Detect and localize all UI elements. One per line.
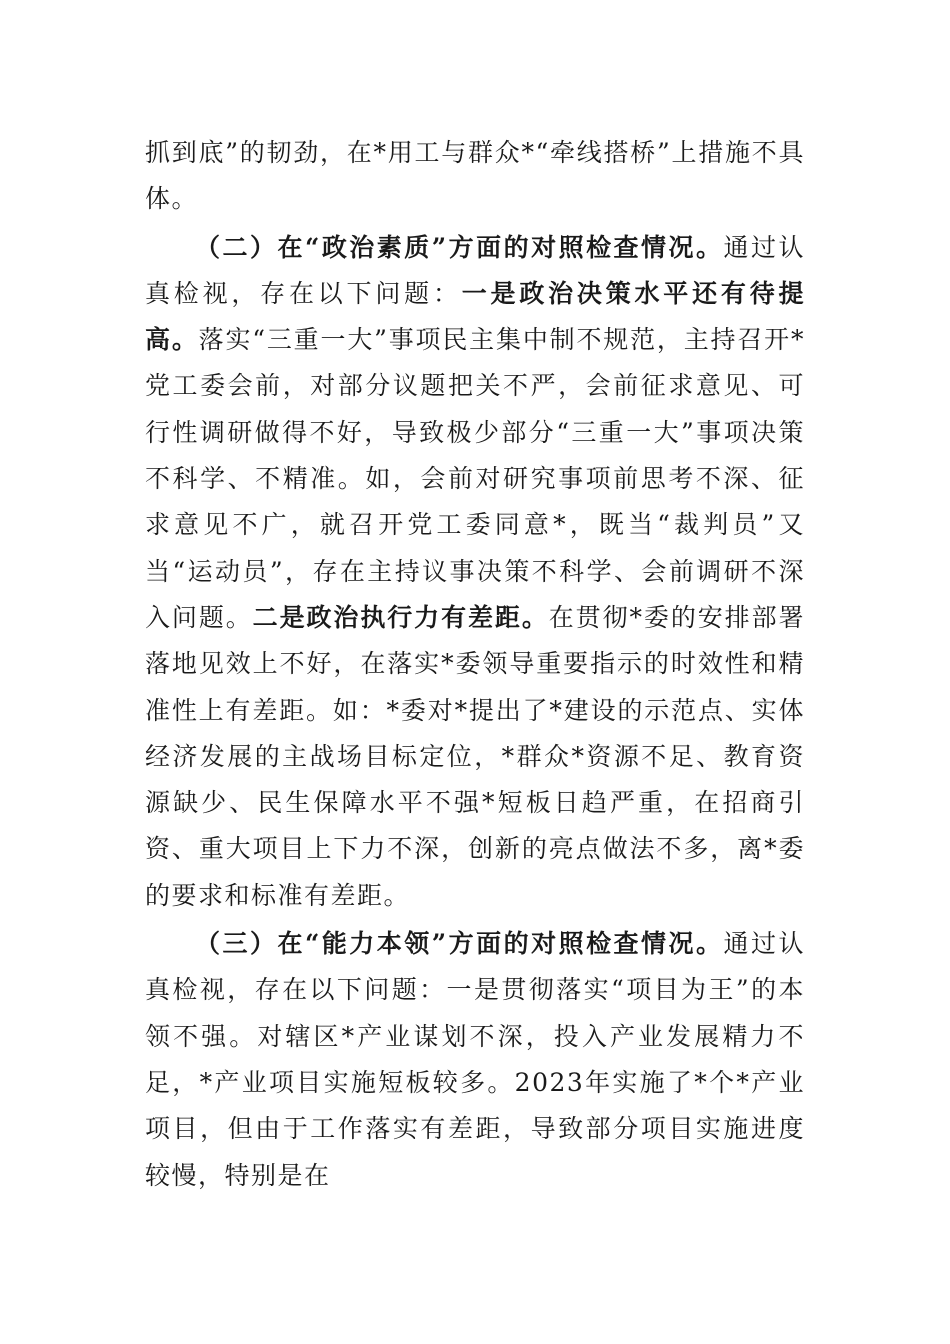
section-heading: （三）在“能力本领”方面的对照检查情况。 [195, 929, 724, 959]
paragraph-ability [145, 921, 805, 1199]
paragraph-text: 通过认真检视，存在以下问题：一是贯彻落实“项目为王”的本领不强。对辖区*产业谋划不深，投入产业发展精力不足，*产业项目实施短板较多。2023年实施了*个*产业项目，但由于工作落实有差距，导致部分项目实施进度较慢，特别是在 [145, 929, 805, 1190]
paragraph-continuation [145, 130, 805, 223]
point-heading: 一是政治决策水平还有待提高。 [145, 278, 805, 355]
paragraph-text: 通过认真检视，存在以下问题： [145, 232, 805, 308]
point-heading: 二是政治执行力有差距。 [252, 602, 549, 632]
paragraph-text: 落实“三重一大”事项民主集中制不规范，主持召开*党工委会前，对部分议题把关不严，会前征求意见、可行性调研做得不好，导致极少部分“三重一大”事项决策不科学、不精准。如，会前对研究事项前思考不深、征求意见不广，就召开党工委同意*，既当“裁判员”又当“运动员”，存在主持议事决策不科学、会前调研不深入问题。 [145, 325, 805, 632]
paragraph-text: 在贯彻*委的安排部署落地见效上不好，在落实*委领导重要指示的时效性和精准性上有差距。如：*委对*提出了*建设的示范点、实体经济发展的主战场目标定位，*群众*资源不足、教育资源缺少、民生保障水平不强*短板日趋严重，在招商引资、重大项目上下力不深，创新的亮点做法不多，离*委的要求和标准有差距。 [145, 602, 805, 910]
document-page [145, 130, 805, 1199]
section-heading: （二）在“政治素质”方面的对照检查情况。 [195, 232, 724, 262]
paragraph-political-quality [145, 225, 805, 919]
paragraph-text: 抓到底”的韧劲，在*用工与群众*“牵线搭桥”上措施不具体。 [145, 138, 805, 214]
